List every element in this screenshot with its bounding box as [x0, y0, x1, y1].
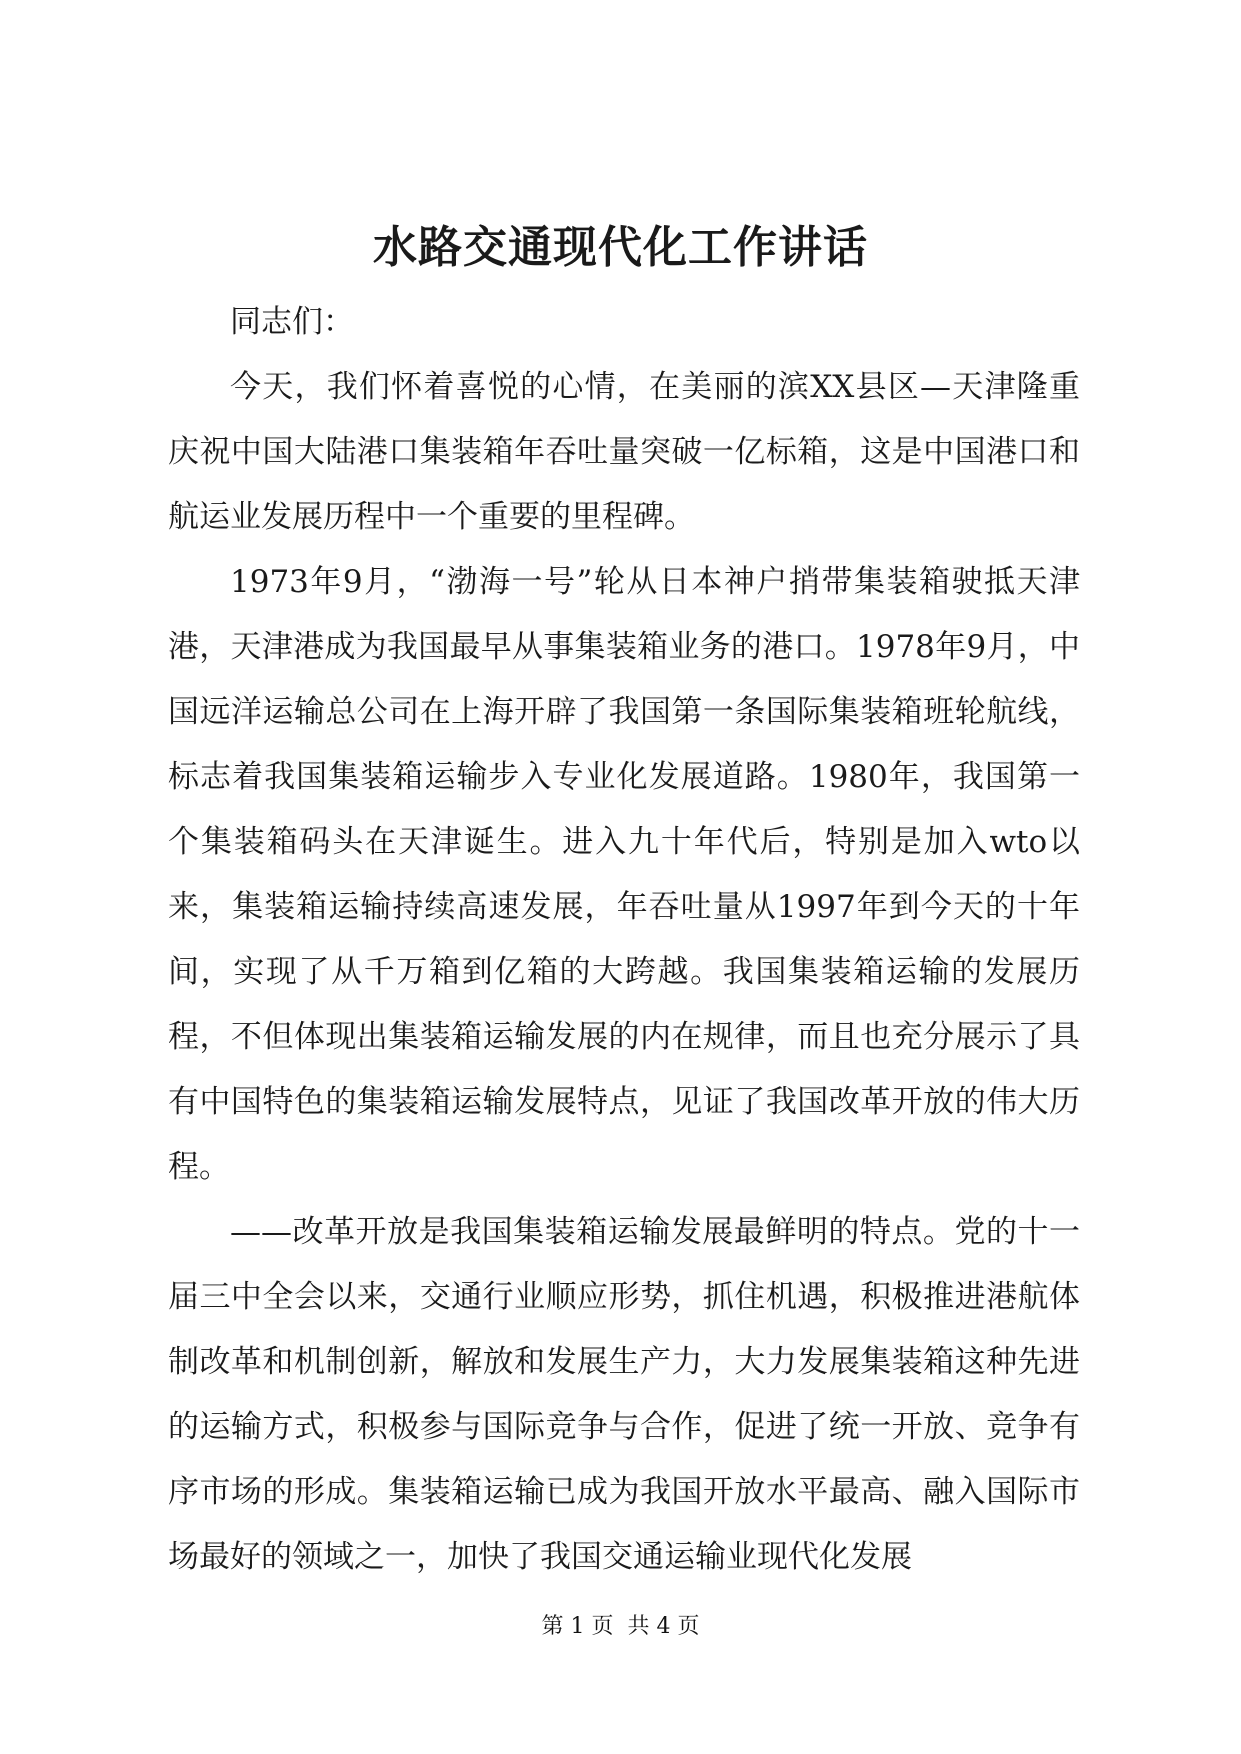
page-footer	[0, 1612, 1241, 1642]
salutation-paragraph: 同志们：	[230, 304, 354, 340]
page-number-label: 第 1 页 共 4 页	[541, 1614, 700, 1639]
body-paragraph: 今天，我们怀着喜悦的心情，在美丽的滨XX县区—天津隆重庆祝中国大陆港口集装箱年吞吐量突破一亿标箱，这是中国港口和航运业发展历程中一个重要的里程碑。	[168, 369, 1080, 535]
body-paragraph: ——改革开放是我国集装箱运输发展最鲜明的特点。党的十一届三中全会以来，交通行业顺应形势，抓住机遇，积极推进港航体制改革和机制创新，解放和发展生产力，大力发展集装箱这种先进的运输方式，积极参与国际竞争与合作，促进了统一开放、竞争有序市场的形成。集装箱运输已成为我国开放水平最高、融入国际市场最好的领域之一，加快了我国交通运输业现代化发展	[168, 1214, 1080, 1575]
body-paragraph: 1973年9月，“渤海一号”轮从日本神户捎带集装箱驶抵天津港，天津港成为我国最早从事集装箱业务的港口。1978年9月，中国远洋运输总公司在上海开辟了我国第一条国际集装箱班轮航线，标志着我国集装箱运输步入专业化发展道路。1980年，我国第一个集装箱码头在天津诞生。进入九十年代后，特别是加入wto以来，集装箱运输持续高速发展，年吞吐量从1997年到今天的十年间，实现了从千万箱到亿箱的大跨越。我国集装箱运输的发展历程，不但体现出集装箱运输发展的内在规律，而且也充分展示了具有中国特色的集装箱运输发展特点，见证了我国改革开放的伟大历程。	[168, 564, 1080, 1185]
document-title: 水路交通现代化工作讲话	[373, 222, 868, 273]
document-body	[168, 290, 1080, 1590]
